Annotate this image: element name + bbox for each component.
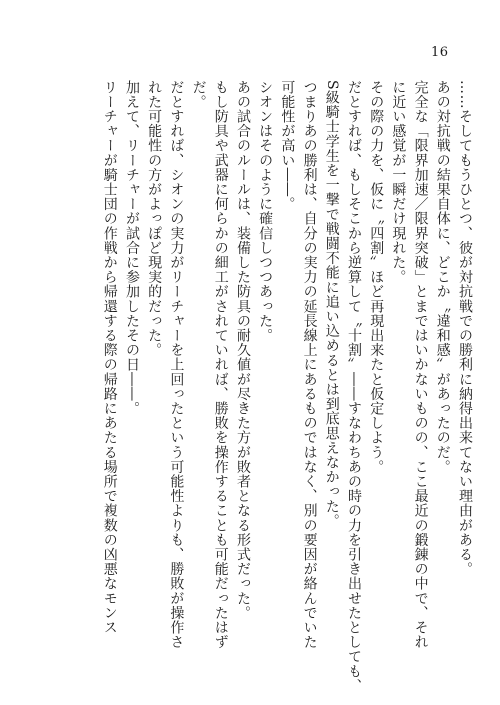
text-line: その際の力を、仮に〝四割〟ほど再現出来たと仮定しよう。 (368, 80, 385, 475)
text-line: あの試合のルールは、装備した防具の耐久値が尽きた方が敗者となる形式だった。 (234, 80, 251, 621)
text-line: つまりあの勝利は、自分の実力の延長線上にあるものではなく、別の要因が絡んでいた (301, 80, 318, 650)
text-line: もし防具や武器に何らかの細工がされていれば、勝敗を操作することも可能だったはず (212, 80, 229, 650)
text-line: 可能性が高い――。 (279, 80, 296, 212)
text-line: リーチャーが騎士団の作戦から帰還する際の帰路にあたる場所で複数の凶悪なモンス (101, 80, 118, 635)
text-line: S級騎士学生を一撃で戦闘不能に追い込めるとは到底思えなかった。 (323, 80, 340, 529)
text-line: シオンはそのように確信しつつあった。 (257, 80, 274, 343)
text-line: だとすれば、もしそこから逆算して〝十割〟――すなわちあの時の力を引き出せたとしても、 (345, 80, 362, 694)
text-line: だとすれば、シオンの実力がリーチャーを上回ったという可能性よりも、勝敗が操作さ (168, 80, 185, 650)
text-line: 完全な「限界加速／限界突破」とまではいかないものの、ここ最近の鍛錬の中で、それ (412, 80, 429, 650)
text-line: れた可能性の方がよっぽど現実的だった。 (146, 80, 163, 358)
text-line: あの対抗戦の結果自体に、どこか〝違和感〟があったのだ。 (434, 80, 451, 475)
text-line: 加えて、リーチャーが試合に参加したその日――。 (123, 80, 140, 416)
text-line: ……そしてもうひとつ、彼が対抗戦での勝利に納得出来てない理由がある。 (457, 80, 473, 577)
body-text (16, 80, 476, 694)
page-number: 16 (431, 45, 449, 60)
text-line: に近い感覚が一瞬だけ現れた。 (390, 80, 407, 285)
text-line: だ。 (190, 80, 207, 110)
